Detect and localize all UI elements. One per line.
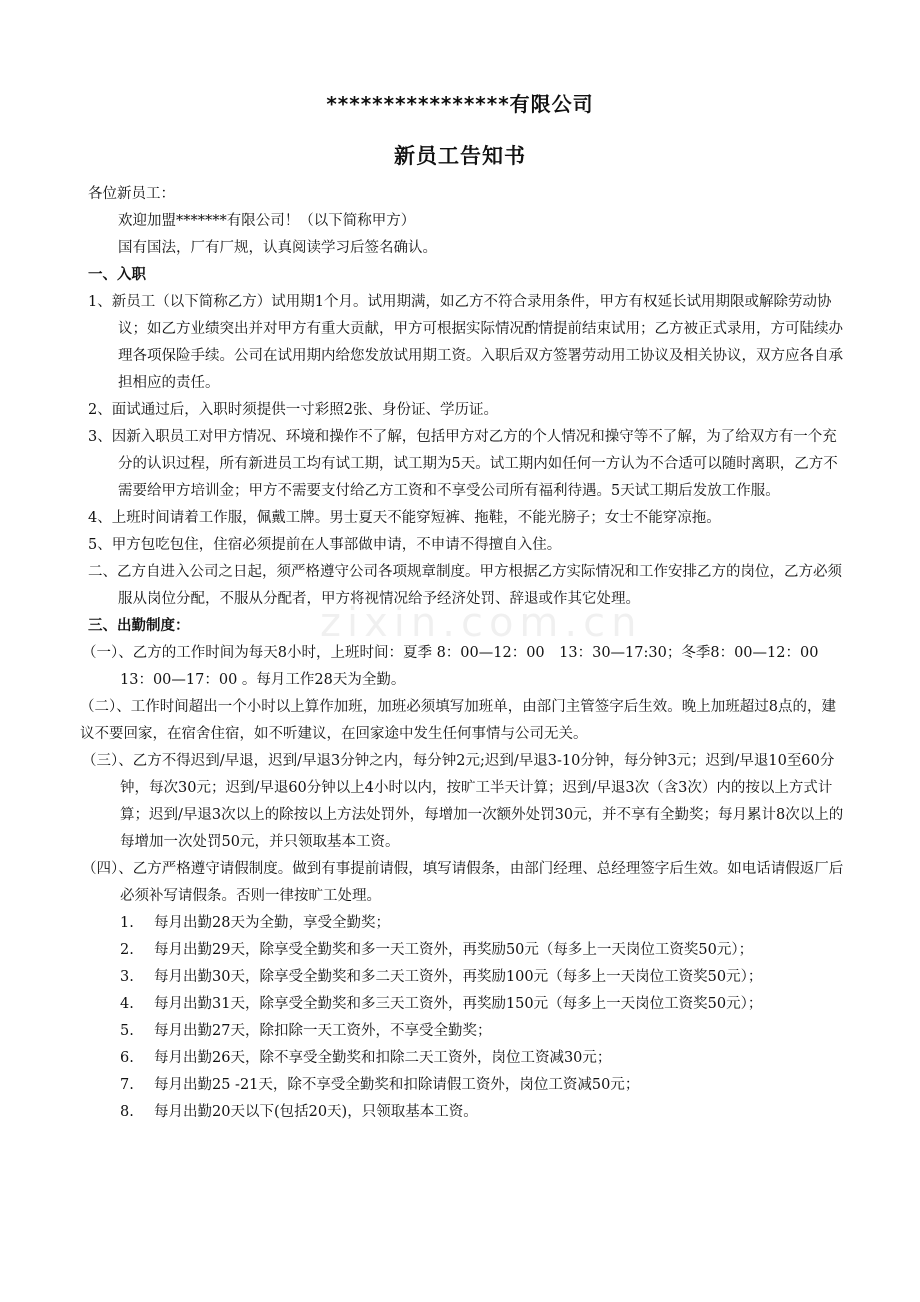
overtime-paragraph: （二）、工作时间超出一个小时以上算作加班，加班必须填写加班单，由部门主管签字后生效。晚上加班超过8点的，建议不要回家，在宿舍住宿，如不听建议，在回家途中发生任何事情与公司无关。 xyxy=(80,699,836,742)
document-title: 新员工告知书 xyxy=(394,144,526,168)
attendance-rule-item: 8. 每月出勤20天以下(包括20天)，只领取基本工资。 xyxy=(120,1104,478,1120)
section-heading-attendance: 三、出勤制度： xyxy=(88,618,190,634)
lateness-paragraph: （三）、乙方不得迟到/早退，迟到/早退3分钟之内，每分钟2元;迟到/早退3-10分钟，每分钟3元；迟到/早退10至60分钟，每次30元；迟到/早退60分钟以上4小时以内，按旷工半天计算；迟到/早退3次（含3次）内的按以上方式计算；迟到/早退3次以上的除按以上方法处罚外，每增加一次额外处罚30元，并不享有全勤奖；每月累计8次以上的每增加一次处罚50元，并只领取基本工资。 xyxy=(82,753,844,850)
document-body xyxy=(80,181,848,1126)
attendance-rule-item: 4. 每月出勤31天，除享受全勤奖和多三天工资外，再奖励150元（每多上一天岗位工资奖50元）； xyxy=(120,996,763,1012)
leave-paragraph: （四）、乙方严格遵守请假制度。做到有事提前请假，填写请假条，由部门经理、总经理签字后生效。如电话请假返厂后必须补写请假条。否则一律按旷工处理。 xyxy=(82,861,844,904)
attendance-rule-item: 7. 每月出勤25 -21天，除不享受全勤奖和扣除请假工资外，岗位工资减50元； xyxy=(120,1077,640,1093)
attendance-rule-item: 5. 每月出勤27天，除扣除一天工资外，不享受全勤奖； xyxy=(120,1023,492,1039)
section-heading-onboarding: 一、入职 xyxy=(88,267,146,283)
section-rules-paragraph: 二、乙方自进入公司之日起，须严格遵守公司各项规章制度。甲方根据乙方实际情况和工作安排乙方的岗位，乙方必须服从岗位分配，不服从分配者，甲方将视情况给予经济处罚、辞退或作其它处理。 xyxy=(88,564,842,607)
greeting: 各位新员工： xyxy=(88,186,175,202)
attendance-rule-item: 1. 每月出勤28天为全勤，享受全勤奖； xyxy=(120,915,390,931)
attendance-rule-item: 6. 每月出勤26天，除不享受全勤奖和扣除二天工资外，岗位工资减30元； xyxy=(120,1050,612,1066)
onboarding-item: 5、甲方包吃包住，住宿必须提前在人事部做申请，不申请不得擅自入住。 xyxy=(88,537,562,553)
onboarding-item: 1、新员工（以下简称乙方）试用期1个月。试用期满，如乙方不符合录用条件，甲方有权延长试用期限或解除劳动协议；如乙方业绩突出并对甲方有重大贡献，甲方可根据实际情况酌情提前结束试用；乙方被正式录用，方可陆续办理各项保险手续。公司在试用期内给您发放试用期工资。入职后双方签署劳动用工协议及相关协议，双方应各自承担相应的责任。 xyxy=(88,294,843,391)
welcome-line: 欢迎加盟*******有限公司！（以下简称甲方） xyxy=(118,213,416,229)
onboarding-item: 3、因新入职员工对甲方情况、环境和操作不了解，包括甲方对乙方的个人情况和操守等不了解，为了给双方有一个充分的认识过程，所有新进员工均有试工期，试工期为5天。试工期内如任何一方认为不合适可以随时离职，乙方不需要给甲方培训金；甲方不需要支付给乙方工资和不享受公司所有福利待遇。5天试工期后发放工作服。 xyxy=(88,429,838,499)
attendance-hours-paragraph: （一）、乙方的工作时间为每天8小时，上班时间：夏季 8：00—12：00 13：30—17:30；冬季8：00—12：00 13：00—17：00 。每月工作28天为全勤。 xyxy=(82,645,833,688)
attendance-rule-item: 3. 每月出勤30天，除享受全勤奖和多二天工资外，再奖励100元（每多上一天岗位工资奖50元）； xyxy=(120,969,763,985)
company-name: ****************有限公司 xyxy=(326,92,594,116)
attendance-rule-item: 2. 每月出勤29天，除享受全勤奖和多一天工资外，再奖励50元（每多上一天岗位工资奖50元）； xyxy=(120,942,754,958)
onboarding-item: 2、面试通过后，入职时须提供一寸彩照2张、身份证、学历证。 xyxy=(88,402,498,418)
notice-line: 国有国法，厂有厂规，认真阅读学习后签名确认。 xyxy=(118,240,437,256)
onboarding-item: 4、上班时间请着工作服，佩戴工牌。男士夏天不能穿短裤、拖鞋，不能光膀子；女士不能穿凉拖。 xyxy=(88,510,721,526)
watermark-text: zixin.com.cn xyxy=(320,600,643,646)
